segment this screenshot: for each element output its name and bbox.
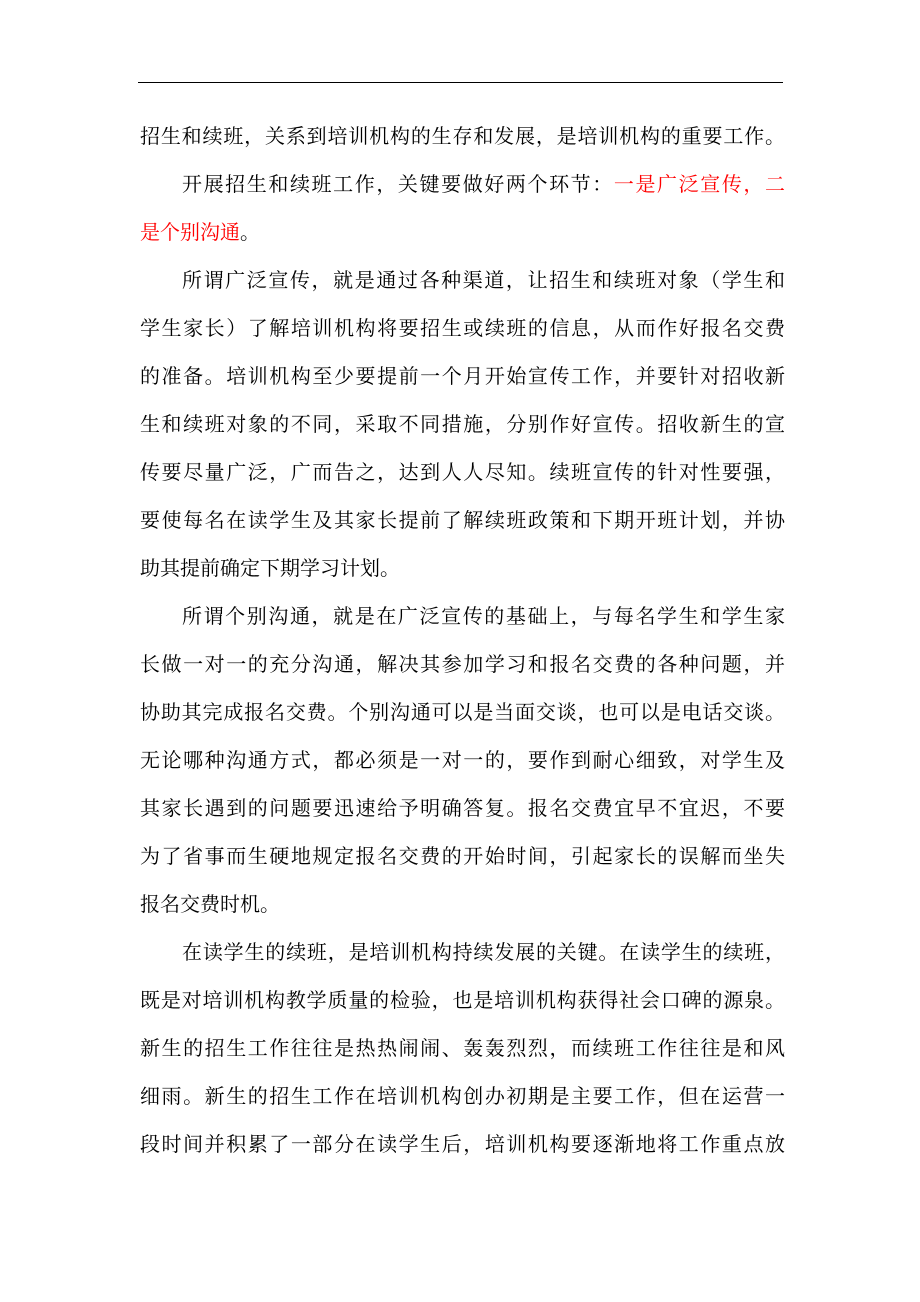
paragraph xyxy=(140,256,785,592)
text-line: 段时间并积累了一部分在读学生后，培训机构要逐渐地将工作重点放 xyxy=(140,1132,785,1156)
text-line: 协助其完成报名交费。个别沟通可以是当面交谈，也可以是电话交谈。 xyxy=(140,700,785,724)
text-line: 所谓个别沟通，就是在广泛宣传的基础上，与每名学生和学生家 xyxy=(182,604,785,628)
text-line: 其家长遇到的问题要迅速给予明确答复。报名交费宜早不宜迟，不要 xyxy=(140,796,785,820)
highlighted-text: 是个别沟通 xyxy=(140,220,240,244)
text-line: 生和续班对象的不同，采取不同措施，分别作好宣传。招收新生的宣 xyxy=(140,412,785,436)
text-run: 。 xyxy=(240,220,260,244)
text-line: 的准备。培训机构至少要提前一个月开始宣传工作，并要针对招收新 xyxy=(140,364,785,388)
text-line: 学生家长）了解培训机构将要招生或续班的信息，从而作好报名交费 xyxy=(140,316,785,340)
document-body xyxy=(140,112,785,1168)
paragraph xyxy=(140,160,785,256)
text-line: 无论哪种沟通方式，都必须是一对一的，要作到耐心细致，对学生及 xyxy=(140,748,785,772)
text-line xyxy=(140,208,785,256)
text-line: 所谓广泛宣传，就是通过各种渠道，让招生和续班对象（学生和 xyxy=(182,268,785,292)
text-line: 既是对培训机构教学质量的检验，也是培训机构获得社会口碑的源泉。 xyxy=(140,988,785,1012)
text-run: 开展招生和续班工作，关键要做好两个环节： xyxy=(182,172,614,196)
text-line: 报名交费时机。 xyxy=(140,892,280,916)
text-line: 助其提前确定下期学习计划。 xyxy=(140,556,400,580)
text-line: 传要尽量广泛，广而告之，达到人人尽知。续班宣传的针对性要强， xyxy=(140,460,785,484)
text-line: 长做一对一的充分沟通，解决其参加学习和报名交费的各种问题，并 xyxy=(140,652,785,676)
text-line: 细雨。新生的招生工作在培训机构创办初期是主要工作，但在运营一 xyxy=(140,1084,785,1108)
header-rule xyxy=(138,82,783,83)
highlighted-text: 一是广泛宣传，二 xyxy=(613,172,786,196)
text-line: 为了省事而生硬地规定报名交费的开始时间，引起家长的误解而坐失 xyxy=(140,844,785,868)
text-line: 新生的招生工作往往是热热闹闹、轰轰烈烈，而续班工作往往是和风 xyxy=(140,1036,785,1060)
paragraph xyxy=(140,112,785,160)
text-line xyxy=(140,160,785,208)
text-line: 在读学生的续班，是培训机构持续发展的关键。在读学生的续班， xyxy=(182,940,785,964)
paragraph xyxy=(140,592,785,928)
text-line: 招生和续班，关系到培训机构的生存和发展，是培训机构的重要工作。 xyxy=(140,124,785,148)
paragraph xyxy=(140,928,785,1168)
text-line: 要使每名在读学生及其家长提前了解续班政策和下期开班计划，并协 xyxy=(140,508,785,532)
